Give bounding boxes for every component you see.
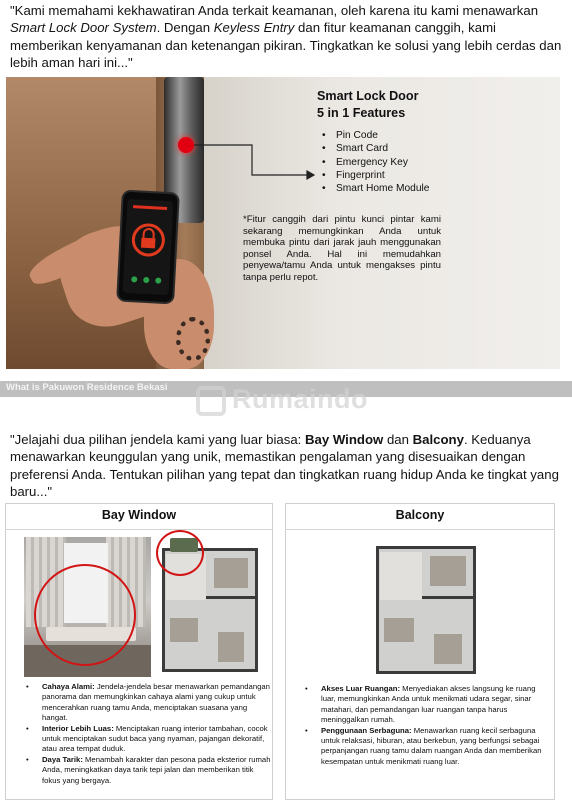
feature-item: • Emergency Key: [322, 156, 429, 169]
plan-bath: [434, 634, 462, 664]
point-text: Menyediakan akses langsung ke ruang luar, memungkinkan Anda untuk menikmati udara segar, sinar matahari, dan pemandangan luar ruangan tanpa harus meninggalkan rumah.: [321, 684, 536, 725]
list-item: [304, 726, 550, 768]
balcony-floor-plan: [370, 538, 482, 678]
plan-bed: [214, 558, 248, 588]
intro-text-3: dan fitur keamanan canggih, kami memberikan kenyamanan dan ketenangan pikiran. Tingkatkan ke solusi yang lebih cerdas dan lebih aman hari ini...": [10, 20, 562, 71]
intro-italic-keyless: Keyless Entry: [213, 20, 295, 36]
plan-wall: [206, 596, 258, 599]
smart-lock-title: [317, 88, 418, 121]
home-icon: [196, 386, 226, 416]
intro-paragraph: [10, 2, 565, 72]
bracelet: [176, 317, 210, 361]
balcony-points: [304, 684, 550, 767]
intro2-text-3: . Keduanya menawarkan keunggulan yang unik, memastikan pengalaman yang disesuaikan dengan preferensi Anda. Tentukan pilihan yang tepat dan tingkatkan ruang hidup Anda ke tingkat yang baru...": [10, 432, 559, 500]
list-item: [25, 724, 271, 755]
balcony-card: [285, 503, 555, 800]
intro2-bold-balcony: Balcony: [412, 432, 464, 447]
highlight-circle: [156, 530, 204, 576]
plan-room: [380, 552, 422, 600]
point-text: Jendela-jendela besar menawarkan pemandangan panorama dan memungkinkan cahaya alami yang cukup untuk mencerahkan ruang tamu Anda, menciptakan suasana yang hangat.: [42, 682, 270, 723]
phone-screen: [123, 199, 174, 295]
feature-item: • Fingerprint: [322, 169, 429, 182]
intro2-bold-bay: Bay Window: [305, 432, 384, 447]
smart-lock-title-line1: Smart Lock Door: [317, 89, 419, 103]
feature-list: [322, 129, 429, 195]
card-title: Bay Window: [101, 508, 177, 522]
lock-icon: [123, 199, 174, 295]
point-text: Menambah karakter dan pesona pada eksterior rumah Anda, meningkatkan daya tarik tepi jalan dan memberikan titik fokus yang bergaya.: [42, 754, 271, 785]
intro-text-1: "Kami memahami kekhawatiran Anda terkait keamanan, oleh karena itu kami menawarkan: [10, 3, 539, 18]
plan-wall: [376, 546, 476, 549]
plan-wall: [376, 671, 476, 674]
plan-bath: [218, 632, 244, 662]
list-item: [25, 755, 271, 786]
card-title: Balcony: [395, 508, 445, 522]
point-text: Menawarkan ruang kecil serbaguna untuk relaksasi, hiburan, atau berkebun, yang berfungsi sebagai perpanjangan ruang tamu dalam ruangan Anda dan memberikan kesempatan untuk menikmati ruang luar.: [321, 725, 542, 766]
smartphone: [116, 190, 180, 305]
plan-bed: [430, 556, 466, 586]
card-divider: [6, 529, 272, 530]
bay-window-card: [5, 503, 273, 800]
intro-text-2: . Dengan: [156, 20, 214, 36]
bay-window-points: [25, 682, 271, 786]
plan-wall: [422, 596, 476, 599]
plan-sofa: [384, 618, 414, 642]
point-label: Cahaya Alami:: [42, 682, 95, 691]
window-intro-paragraph: [10, 431, 565, 501]
feature-item: • Smart Card: [322, 142, 429, 155]
plan-wall: [376, 546, 379, 674]
point-label: Penggunaan Serbaguna:: [321, 725, 412, 735]
watermark: Rumaindo: [232, 384, 368, 414]
feature-note: *Fitur canggih dari pintu kunci pintar kami sekarang memungkinkan Anda untuk membuka pintu dari jarak jauh menggunakan ponsel Anda. Hal ini memudahkan penyewa/tamu Anda untuk mengakses pintu tanpa perlu repot.: [243, 214, 441, 283]
intro2-text-1: "Jelajahi dua pilihan jendela kami yang luar biasa:: [10, 432, 305, 447]
list-item: [25, 682, 271, 724]
point-label: Akses Luar Ruangan:: [321, 684, 401, 693]
smart-lock-title-line2: 5 in 1 Features: [317, 105, 406, 120]
plan-wall: [255, 548, 258, 672]
plan-sofa: [170, 618, 198, 642]
point-label: Daya Tarik:: [42, 754, 83, 764]
intro2-text-2: dan: [383, 432, 413, 447]
plan-wall: [473, 546, 476, 674]
list-item: [304, 684, 550, 726]
point-text: Menciptakan ruang interior tambahan, cocok untuk menciptakan sudut baca yang nyaman, pajangan dekoratif, atau area tempat duduk.: [42, 723, 268, 754]
intro-italic-smart-lock: Smart Lock Door System: [10, 20, 157, 36]
banner-text: What is Pakuwon Residence Bekasi: [6, 382, 168, 393]
card-divider: [286, 529, 554, 530]
feature-item: • Smart Home Module: [322, 182, 429, 195]
point-label: Interior Lebih Luas:: [42, 723, 114, 733]
feature-item: • Pin Code: [322, 129, 429, 142]
plan-wall: [162, 669, 258, 672]
highlight-circle: [34, 564, 136, 666]
